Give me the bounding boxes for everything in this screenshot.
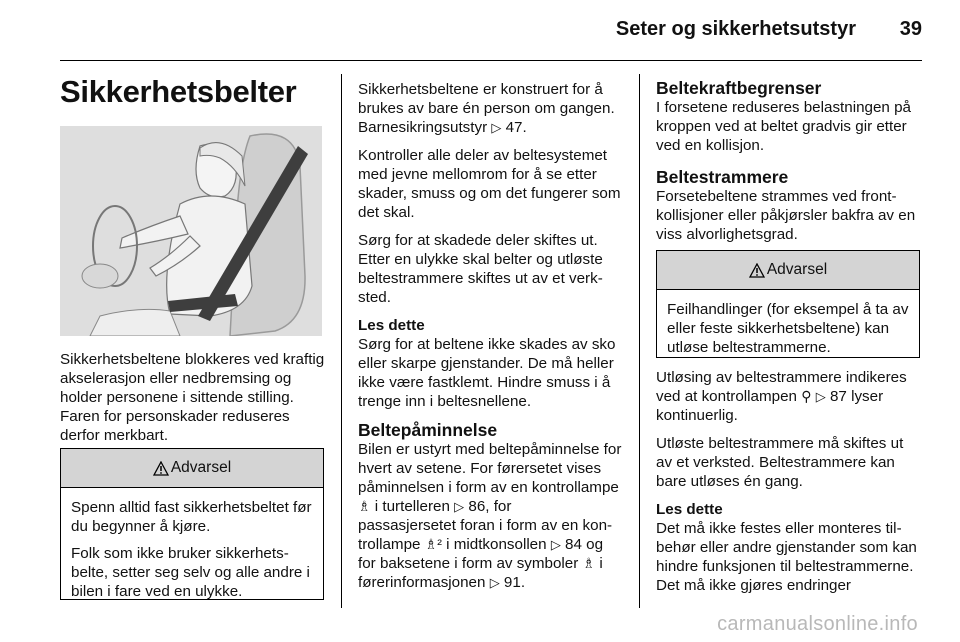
note-text: Sørg for at beltene ikke skades av sko eller skarpe gjenstander. De må heller ikke være fastklemt. Hindre smuss i å trenge inn i beltesnellene. [358, 336, 616, 410]
subheading: Beltepåminnelse [358, 420, 498, 440]
watermark: carmanualsonline.info [717, 613, 918, 635]
paragraph: I forsetene reduseres belastningen på kroppen ved at beltet gradvis gir etter ved en kollisjon. [656, 99, 911, 154]
warning-text: Spenn alltid fast sikkerhetsbeltet før du begynner å kjøre. [71, 499, 312, 535]
seatbelt-illustration [60, 126, 322, 336]
warning-triangle-icon [749, 263, 765, 278]
reference-arrow-icon: ▷ [489, 575, 500, 590]
page-reference[interactable]: 47. [505, 119, 527, 136]
page-reference[interactable]: 87 lyser kontinuerlig. [656, 388, 884, 424]
paragraph: Bilen er ustyrt med beltepåminnelse for hvert av setene. For førersetet vises påminnelsen i form av en kontrollampe ♗ i turtelleren ▷ 86, for passasjersetet foran i form av en kontrollampe ♗² i midtkonsollen ▷ 84 og for baksetene i form av symboler ♗ i førerinformasjonen ▷ 91. [358, 441, 622, 591]
seatbelt-tensioner-icon: ⚲ [801, 388, 812, 404]
note-title: Les dette [358, 317, 425, 334]
column-2 [358, 80, 624, 601]
warning-box [60, 448, 324, 600]
reference-arrow-icon: ▷ [815, 389, 826, 404]
page-number: 39 [899, 18, 922, 40]
seatbelt-icon: ♗ [582, 555, 596, 571]
page-reference[interactable]: 91. [503, 574, 526, 591]
warning-header [657, 251, 919, 290]
warning-title: Advarsel [170, 459, 232, 476]
section-title: Sikkerhetsbelter [60, 74, 297, 109]
paragraph: Kontroller alle deler av beltesystemet med jevne mellomrom for å se etter skader, smuss og om det fungerer som det skal. [358, 147, 621, 221]
paragraph: Forsetebeltene strammes ved frontkollisjoner eller påkjørsler bakfra av en viss alvorlighetsgrad. [656, 188, 916, 243]
running-header: Seter og sikkerhetsutstyr [615, 18, 856, 40]
column-3-lower [656, 368, 922, 604]
paragraph: Utløste beltestrammere må skiftes ut av et verksted. Beltestrammere kan bare utløses én gang. [656, 435, 904, 490]
seatbelt-icon: ♗ [358, 498, 371, 514]
column-3 [656, 78, 922, 253]
page-reference[interactable]: 84 og [565, 536, 604, 553]
reference-arrow-icon: ▷ [454, 499, 465, 514]
seatbelt-icon: ♗² [424, 536, 442, 552]
subheading: Beltestrammere [656, 167, 789, 187]
note-text: Det må ikke festes eller monteres tilbehør eller andre gjenstander som kan hindre funksjonen til beltestrammerne. Det må ikke gjøres endringer [656, 520, 917, 594]
column-1 [60, 350, 328, 454]
note [358, 316, 624, 411]
warning-text: Folk som ikke bruker sikkerhetsbelte, setter seg selv og alle andre i bilen i fare ved en ulykke. [71, 545, 310, 600]
warning-triangle-icon [153, 461, 169, 476]
page-reference[interactable]: 86, for [468, 498, 512, 515]
column-divider [639, 74, 640, 608]
reference-arrow-icon: ▷ [550, 537, 561, 552]
intro-paragraph: Sikkerhetsbeltene blokkeres ved kraftig akselerasjon eller nedbremsing og holder personene i sittende stilling. Faren for personskader reduseres derfor merkbart. [60, 351, 325, 444]
paragraph: Sikkerhetsbeltene er konstruert for å brukes av bare én person om gangen. Barnesikringsutstyr ▷ 47. [358, 81, 615, 136]
warning-body [61, 488, 323, 613]
header-rule [60, 60, 922, 61]
paragraph: Utløsing av beltestrammere indikeres ved at kontrollampen ⚲ ▷ 87 lyser kontinuerlig. [656, 369, 907, 424]
note-title: Les dette [656, 501, 723, 518]
warning-text: Feilhandlinger (for eksempel å ta av eller feste sikkerhetsbeltene) kan utløse beltestrammerne. [667, 301, 909, 356]
warning-box [656, 250, 920, 358]
column-divider [341, 74, 342, 608]
warning-title: Advarsel [766, 261, 828, 278]
warning-header [61, 449, 323, 488]
warning-body [657, 290, 919, 369]
driver-with-seatbelt-image [60, 126, 322, 336]
paragraph: Sørg for at skadede deler skiftes ut. Etter en ulykke skal belter og utløste beltestrammere skiftes ut av et verksted. [358, 232, 603, 306]
note [656, 500, 922, 595]
subheading: Beltekraftbegrenser [656, 78, 822, 98]
reference-arrow-icon: ▷ [491, 120, 502, 135]
